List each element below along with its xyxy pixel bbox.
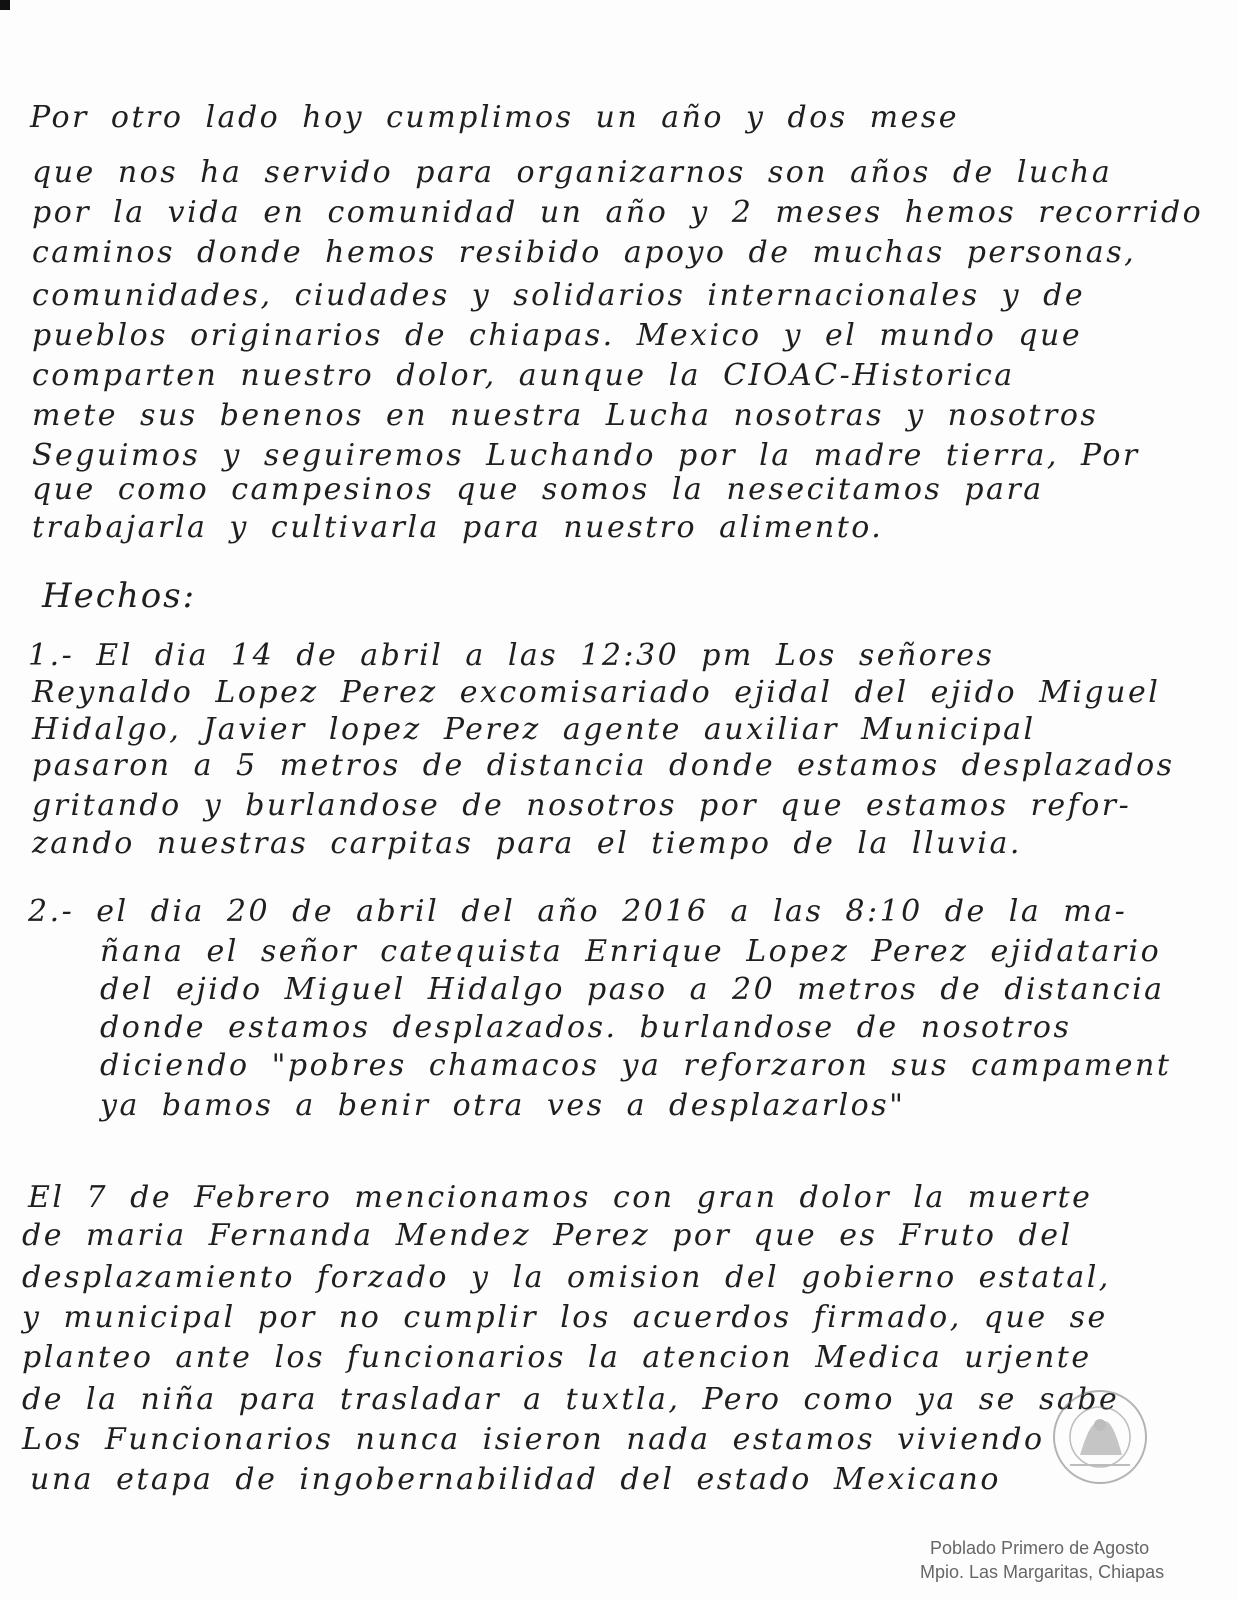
text-line: Por otro lado hoy cumplimos un año y dos mese xyxy=(30,100,960,135)
text-line: 2.- el dia 20 de abril del año 2016 a las 8:10 de la ma- xyxy=(28,894,1128,929)
text-line: que nos ha servido para organizarnos son años de lucha xyxy=(32,155,1113,190)
text-line: y municipal por no cumplir los acuerdos firmado, que se xyxy=(22,1300,1108,1335)
text-line: comunidades, ciudades y solidarios internacionales y de xyxy=(32,278,1086,313)
text-line: planteo ante los funcionarios la atencion Medica urjente xyxy=(22,1340,1092,1375)
text-line: gritando y burlandose de nosotros por que estamos refor- xyxy=(32,788,1132,823)
stamp-emblem-icon xyxy=(1000,1385,1200,1490)
stamp-line-2: Mpio. Las Margaritas, Chiapas xyxy=(920,1562,1165,1582)
text-line: pasaron a 5 metros de distancia donde estamos desplazados xyxy=(32,748,1175,783)
text-line: diciendo "pobres chamacos ya reforzaron sus campament xyxy=(100,1048,1172,1083)
text-line: Hidalgo, Javier lopez Perez agente auxiliar Municipal xyxy=(32,712,1036,747)
text-line: trabajarla y cultivarla para nuestro alimento. xyxy=(32,510,884,545)
text-line: que como campesinos que somos la nesecitamos para xyxy=(32,472,1044,507)
text-line: El 7 de Febrero mencionamos con gran dolor la muerte xyxy=(28,1180,1093,1215)
text-line: por la vida en comunidad un año y 2 meses hemos recorrido xyxy=(32,195,1204,230)
text-line: zando nuestras carpitas para el tiempo de la lluvia. xyxy=(32,826,1022,861)
text-line: Reynaldo Lopez Perez excomisariado ejidal del ejido Miguel xyxy=(32,675,1161,710)
text-line: Los Funcionarios nunca isieron nada estamos viviendo xyxy=(22,1422,1045,1457)
text-line: una etapa de ingobernabilidad del estado Mexicano xyxy=(30,1462,1001,1497)
text-line: ya bamos a benir otra ves a desplazarlos" xyxy=(100,1088,906,1123)
text-line: de la niña para trasladar a tuxtla, Pero como ya se sabe xyxy=(22,1382,1120,1417)
text-line: Seguimos y seguiremos Luchando por la madre tierra, Por xyxy=(32,438,1140,473)
text-line: desplazamiento forzado y la omision del gobierno estatal, xyxy=(22,1260,1111,1295)
text-line: comparten nuestro dolor, aunque la CIOAC-Historica xyxy=(32,358,1015,393)
text-line: ñana el señor catequista Enrique Lopez Perez ejidatario xyxy=(100,934,1162,969)
text-line: mete sus benenos en nuestra Lucha nosotras y nosotros xyxy=(32,398,1099,433)
text-line: 1.- El dia 14 de abril a las 12:30 pm Los señores xyxy=(28,638,995,673)
text-line: donde estamos desplazados. burlandose de nosotros xyxy=(100,1010,1072,1045)
organization-stamp xyxy=(1000,1385,1200,1490)
text-line: pueblos originarios de chiapas. Mexico y el mundo que xyxy=(32,318,1083,353)
text-line: del ejido Miguel Hidalgo paso a 20 metros de distancia xyxy=(100,972,1165,1007)
section-heading: Hechos: xyxy=(42,576,197,616)
stamp-line-1: Poblado Primero de Agosto xyxy=(930,1538,1150,1558)
text-line: caminos donde hemos resibido apoyo de muchas personas, xyxy=(32,235,1137,270)
text-line: de maria Fernanda Mendez Perez por que es Fruto del xyxy=(22,1218,1073,1253)
